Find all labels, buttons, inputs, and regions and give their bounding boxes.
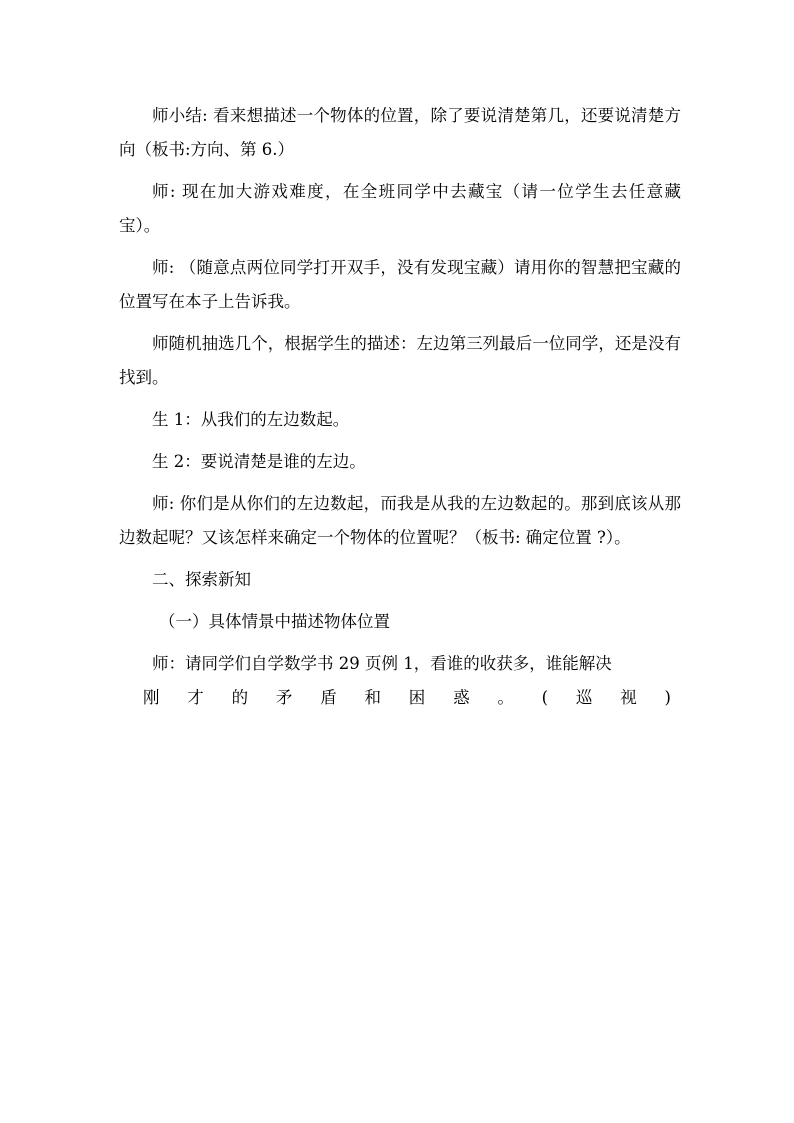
char-5: 和 — [364, 688, 381, 707]
paragraph-student-2: 生 2：要说清楚是谁的左边。 — [152, 452, 366, 471]
subsection-heading: （一）具体情景中描述物体位置 — [159, 612, 390, 631]
document-page — [119, 99, 681, 715]
char-8: 。 — [497, 688, 514, 707]
char-7: 惑 — [453, 688, 470, 707]
char-6: 困 — [408, 688, 426, 707]
paragraph-self-study: 师：请同学们自学数学书 29 页例 1，看谁的收获多，谁能解决 — [152, 654, 612, 673]
justified-last-line — [119, 681, 681, 715]
char-9: ( — [541, 688, 549, 707]
paragraph-teacher-question: 师: 你们是从你们的左边数起，而我是从我的左边数起的。那到底该从那边数起呢？又该怎样来确定一个物体的位置呢？（板书: 确定位置 ?）。 — [119, 494, 681, 547]
char-4: 盾 — [320, 688, 337, 707]
paragraph-random-pick: 师随机抽选几个，根据学生的描述：左边第三列最后一位同学，还是没有找到。 — [119, 334, 681, 387]
paragraph-game-harder: 师: 现在加大游戏难度，在全班同学中去藏宝（请一位学生去任意藏宝）。 — [119, 182, 681, 235]
char-12: ) — [664, 688, 671, 707]
char-10: 巡 — [575, 688, 593, 707]
char-2: 的 — [231, 688, 249, 707]
paragraph-student-1: 生 1：从我们的左边数起。 — [152, 410, 350, 429]
paragraph-find-treasure: 师: （随意点两位同学打开双手，没有发现宝藏）请用你的智慧把宝藏的位置写在本子上告诉我。 — [119, 258, 681, 311]
section-heading: 二、探索新知 — [152, 570, 251, 589]
char-3: 矛 — [275, 688, 293, 707]
paragraph-summary: 师小结: 看来想描述一个物体的位置，除了要说清楚第几，还要说清楚方向（板书:方向、第 6.） — [119, 106, 681, 159]
char-0: 刚 — [143, 688, 160, 707]
char-11: 视 — [620, 688, 637, 707]
char-1: 才 — [187, 688, 204, 707]
